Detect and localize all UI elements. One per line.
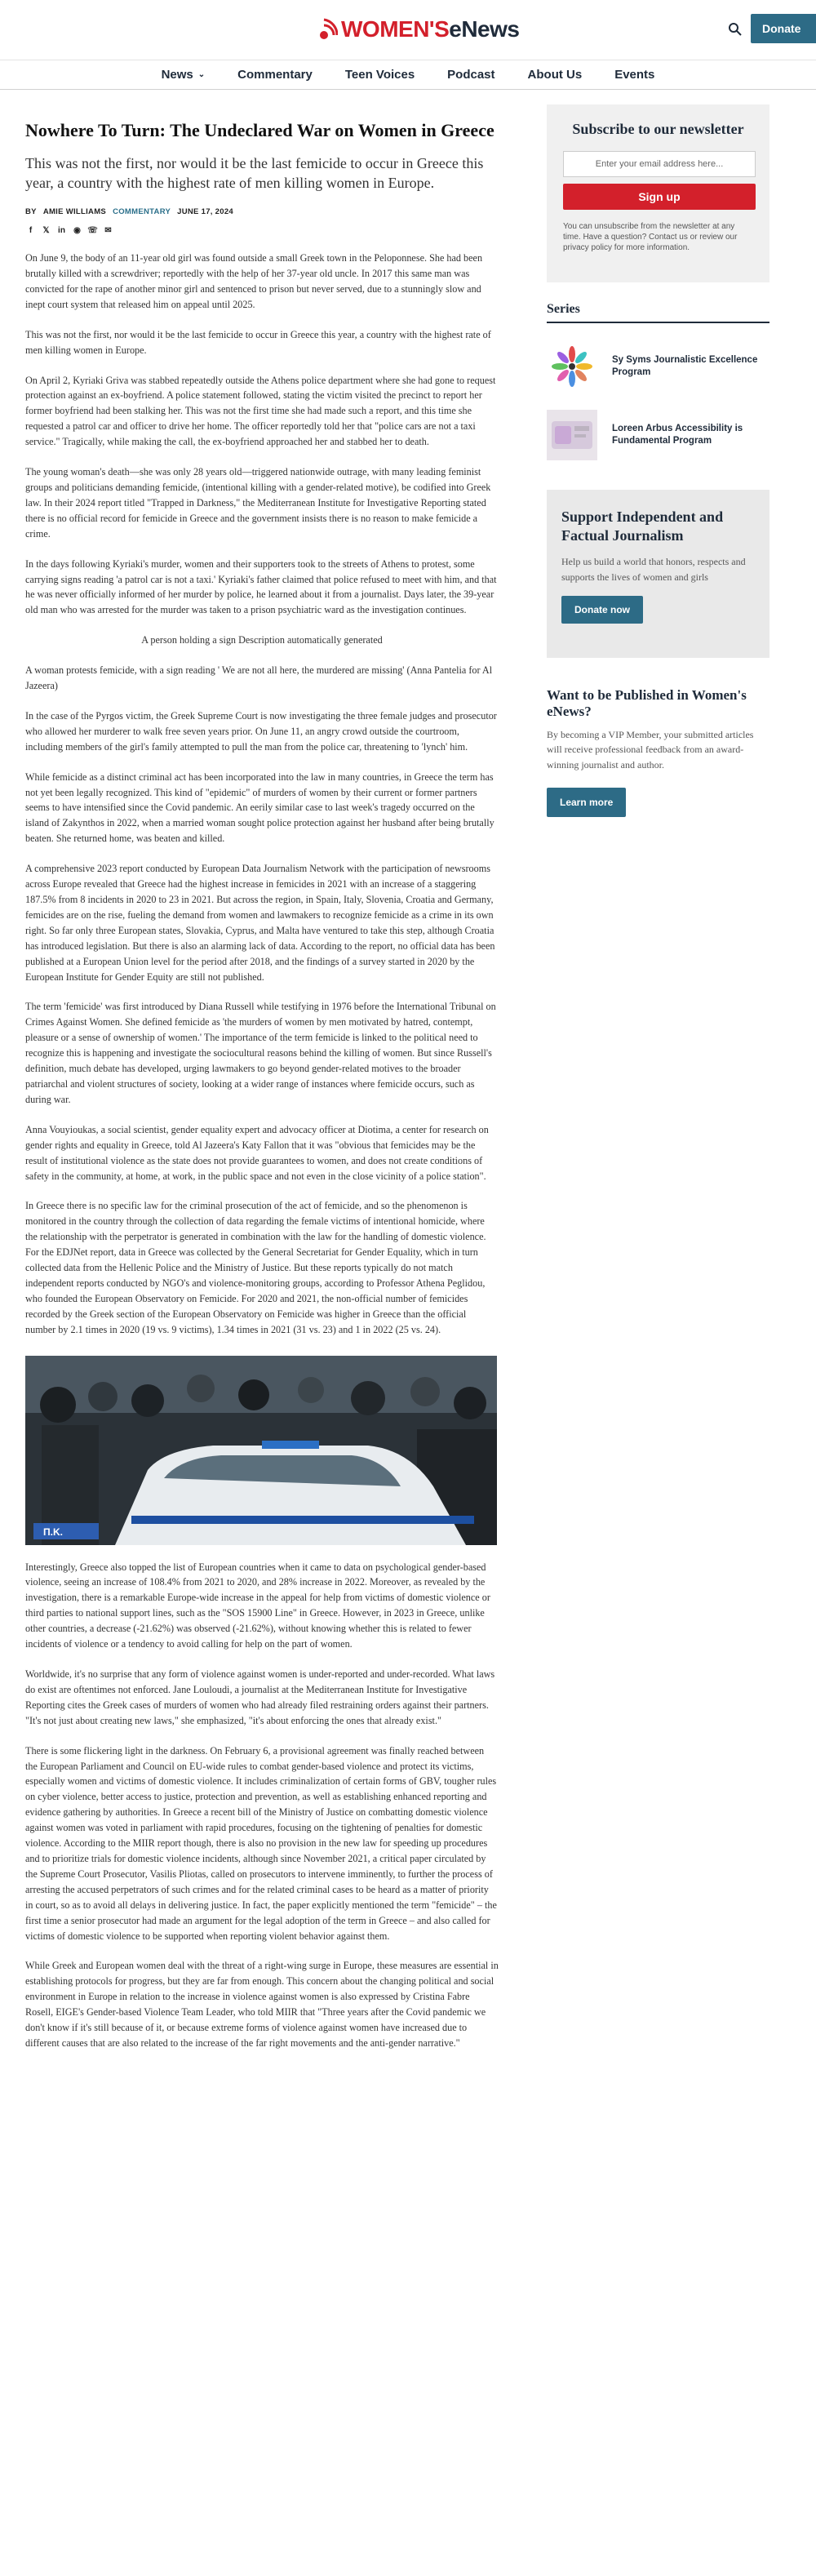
series-item[interactable]: [547, 341, 769, 392]
donate-now-button[interactable]: Donate now: [561, 596, 643, 624]
article-byline: [25, 207, 499, 216]
nav-events[interactable]: Events: [614, 68, 655, 82]
article-body: [25, 251, 499, 2051]
paragraph: The term 'femicide' was first introduced by Diana Russell while testifying in 1976 before the International Tribunal on Crimes Against Women. She defined femicide as 'the murders of women by men motivated by hatred, contempt, pleasure or a sense of ownership of women.' The importance of the term femicide is linked to the political need to recognize this is happening and investigate the sociocultural reasons behind the killing of women. But since Russell's definition, much debate has developed, urging lawmakers to go beyond gender-related motives to the broader patriarchal and violent structures of society, looking at a wider range of instances where femicide occurs, such as during war.: [25, 1001, 496, 1105]
publish-box: [547, 687, 769, 817]
support-title: Support Independent and Factual Journalism: [561, 509, 724, 544]
support-text: Help us build a world that honors, respects and supports the lives of women and girls: [561, 556, 746, 583]
series-title: Sy Syms Journalistic Excellence Program: [612, 355, 758, 377]
series-thumbnail-2: [547, 410, 597, 460]
image-caption: A woman protests femicide, with a sign reading ' We are not all here, the murdered are missing' (Anna Pantelia for Al Jazeera): [25, 664, 493, 692]
nav-about-us[interactable]: About Us: [527, 68, 583, 82]
main-nav: [0, 60, 816, 90]
linkedin-icon[interactable]: in: [58, 226, 65, 236]
support-box: [547, 490, 769, 658]
paragraph: On June 9, the body of an 11-year old girl was found outside a small Greek town in the Peloponnese. She had been brutally killed with a screwdriver; reportedly with the help of her 37-year old uncle. In 2017 this same man was convicted for the rape of another minor girl and sentenced to prison but never served, due to a stunningly slow and inept court system that released him on appeal until 2025.: [25, 252, 483, 310]
publish-date: JUNE 17, 2024: [177, 207, 234, 217]
newsletter-email-input[interactable]: Enter your email address here...: [563, 151, 756, 177]
nav-teen-voices[interactable]: Teen Voices: [344, 68, 415, 82]
paragraph: In the days following Kyriaki's murder, women and their supporters took to the streets of Athens to protest, some carrying signs reading 'a patrol car is not a taxi.' Kyriaki's father claimed that police refused to meet with him, and that he was never officially informed of her murder by police, he learned about it from a journalist. Days later, the 39-year old man who was arrested for the murder was taken to a prison psychiatric ward as the investigation continues.: [25, 557, 497, 616]
newsletter-box: [547, 104, 769, 282]
protest-police-car-photo: [25, 1356, 497, 1545]
paragraph: A comprehensive 2023 report conducted by European Data Journalism Network with the participation of newsrooms across Europe revealed that Greece had the highest increase in femicides in 2021 with an increase of a staggering 187.5% from 8 incidents in 2020 to 23 in 2021. But across the region, in Spain, Italy, Slovenia, Croatia and Germany, femicides are on the rise, fueling the demand from women and lawmakers to recognize femicide as a crime in its own right. So far only three European states, Slovakia, Cyprus, and Malta have ventured to take this step, although Croatia has introduced legislation. But there is also an alarming lack of data. According to the report, no official data has been published at a European Union level for the period after 2018, and the findings of a survey started in 2020 by the European Institute for Gender Equity are still not published.: [25, 863, 495, 983]
site-logo[interactable]: [317, 16, 519, 42]
sidebar: [547, 90, 769, 817]
article-subtitle: This was not the first, nor would it be the last femicide to occur in Greece this year, a country with the highest rate of men killing women in Europe.: [25, 154, 484, 191]
nav-commentary[interactable]: Commentary: [237, 68, 313, 82]
paragraph: While Greek and European women deal with the threat of a right-wing surge in Europe, these measures are essential in establishing protocols for progress, but they are far from enough. This concern about the changing political and social environment in Europe in relation to the increase in violence against women is also expressed by Cristina Fabre Rosell, EIGE's Gender-based Violence Team Leader, who told MIIR that "Three years after the Covid pandemic we don't know if it's still because of it, or because extreme forms of violence against women have increased due to different causes that are also related to the increase of the far right movements and the anti-gender narrative.": [25, 1960, 499, 2049]
paragraph: In the case of the Pyrgos victim, the Greek Supreme Court is now investigating the three female judges and prosecutor who allowed her murderer to walk free seven years prior. On June 11, an angry crowd outside the courtroom, including members of the girl's family attempted to pull the man from the police car, threatening to 'lynch' him.: [25, 709, 497, 753]
paragraph: Worldwide, it's no surprise that any form of violence against women is under-reported and under-recorded. What laws do exist are oftentimes not enforced. Jane Louloudi, a journalist at the Mediterranean Institute for Investigative Reporting cites the Greek cases of murders of women who had already filed restraining orders against their partners. "It's not just about creating new laws," she emphasized, "it's about enforcing the ones that already exist.": [25, 1668, 495, 1726]
chevron-down-icon: ⌄: [197, 70, 206, 79]
publish-title: Want to be Published in Women's eNews?: [547, 687, 747, 720]
series-title: Loreen Arbus Accessibility is Fundamental Program: [612, 424, 743, 446]
paragraph: The young woman's death—she was only 28 years old—triggered nationwide outrage, with many leading feminist groups and politicians demanding femicide, (intentional killing with a gender-related motive), be codified into Greek law. In their 2024 report titled "Trapped in Darkness," the Mediterranean Institute for Investigative Reporting stated there is no official record for femicide in Greece and the government insists there is no reason to make femicide a crime.: [25, 466, 491, 540]
author-link[interactable]: AMIE WILLIAMS: [42, 207, 107, 217]
paragraph: While femicide as a distinct criminal act has been incorporated into the law in many countries, in Greece the term has not yet been legally recognized. This kind of "epidemic" of murders of women by their current or former partners seems to have intensified since the Covid pandemic. An eerily similar case to last week's tragedy occurred on the island of Zakynthos in 2022, when a married woman sought police protection against her husband after being brutally beaten. She returned home, was beaten and killed.: [25, 771, 494, 845]
category-link[interactable]: COMMENTARY: [113, 207, 171, 217]
svg-text:Π.Κ.: Π.Κ.: [43, 1526, 63, 1538]
publish-text: By becoming a VIP Member, your submitted articles will receive professional feedback from an award-winning journalist and author.: [547, 728, 754, 771]
paragraph: Anna Vouyioukas, a social scientist, gender equality expert and advocacy officer at Diotima, a center for research on gender rights and equality in Greece, told Al Jazeera's Katy Fallon that it was "obvious that femicides may be the result of institutional violence as the state does not provide guarantees to women, and does not create conditions of safety in the community, at home, at work, in the public space and not even in the close vicinity of a police station".: [25, 1123, 489, 1182]
facebook-icon[interactable]: f: [29, 226, 33, 236]
logo-text: WOMEN'SeNews: [341, 16, 520, 42]
photo-illustration: [25, 1356, 497, 1545]
share-bar: [25, 225, 499, 236]
newsletter-title: Subscribe to our newsletter: [572, 121, 744, 137]
paragraph: On April 2, Kyriaki Griva was stabbed repeatedly outside the Athens police department where she had gone to request protection against an ex-boyfriend. A police statement followed, stating the victim visited the precinct to report her former boyfriend had been stalking her. This was not the first time she had made such a report, and this time she requested a patrol car and officer to drive her home. The officer reportedly told her that "police cars are not a taxi service." Tragically, while making the call, the ex-boyfriend approached her and stabbed her to death.: [25, 374, 496, 448]
article: [25, 90, 499, 2051]
series-item[interactable]: [547, 410, 769, 460]
article-title: Nowhere To Turn: The Undeclared War on Women in Greece: [25, 120, 494, 140]
paragraph: Interestingly, Greece also topped the list of European countries when it came to data on psychological gender-based violence, seeing an increase of 108.4% from 2021 to 2020, and 28% increase in 2022. Moreover, as revealed by the investigation, there is a remarkable Europe-wide increase in the appeal for help from victims of domestic violence or third parties to national support lines, such as the "SOS 15900 Line" in Greece. However, in 2023 in Greece, unlike other countries, a decrease (-21.62%) was observed (-21.62%), without knowing whether this is related to fewer incidents of violence or a tendency to avoid calling for help on the part of women.: [25, 1561, 490, 1650]
series-heading: Series: [547, 302, 769, 323]
paragraph: This was not the first, nor would it be the last femicide to occur in Greece this year, a country with the highest rate of men killing women in Europe.: [25, 328, 491, 356]
search-icon[interactable]: [728, 22, 743, 37]
learn-more-button[interactable]: Learn more: [547, 788, 626, 817]
paragraph: There is some flickering light in the darkness. On February 6, a provisional agreement was finally reached between the European Parliament and Council on EU-wide rules to combat gender-based violence and protect its victims, especially women and victims of domestic violence. It includes criminalization of certain forms of GBV, tougher rules on cyber violence, better access to justice, protection and prevention, as well as establishing enhanced reporting and evidence gathering by authorities. In Greece a recent bill of the Ministry of Justice on combatting domestic violence against women was voted in parliament with rapid procedures, focusing on the tightening of penalties for domestic violence. According to the MIIR report though, there is also no provision in the new law for speeding up procedures and to prioritize trials for domestic violence incidents, although since November 2021, a critical paper circulated by the Supreme Court Prosecutor, Vasilis Pliotas, called on prosecutors to intervene imminently, to further the process of arresting the accused perpetrators of such crimes and for the related criminal cases to be heard as a matter of priority in court, so as to avoid all delays in delivering justice. In fact, the paper explicitly mentioned the term "femicide" – the first time a senior prosecutor had made an argument for the legal adoption of the term in Greece – and also called for victims of domestic violence to be supported when reporting violent behavior against them.: [25, 1744, 497, 1942]
twitter-icon[interactable]: 𝕏: [42, 226, 50, 236]
whatsapp-icon[interactable]: ☏: [87, 226, 98, 236]
site-header: [0, 0, 816, 60]
email-icon[interactable]: ✉: [104, 226, 112, 236]
paragraph: In Greece there is no specific law for the criminal prosecution of the act of femicide, and so the phenomenon is monitored in the country through the collection of data regarding the female victims of intentional homicide, where the relationship with the perpetrator is generated in combination with the law for the handling of domestic violence. For the EDJNet report, data in Greece was collected by the General Secretariat for Gender Equality, which in turn collected data from the Hellenic Police and the Ministry of Justice. But these reports typically do not match independent reports conducted by NGO's and violence-monitoring groups, according to Professor Athena Peglidou, who founded the European Observatory on Femicide. For 2020 and 2021, the non-official number of femicides recorded by the Greek section of the European Observatory on Femicide was higher in Greece than the official number by 2.1 times in 2020 (19 vs. 9 victims), 1.34 times in 2021 (31 vs. 23) and 1 in 2022 (25 vs. 24).: [25, 1200, 486, 1335]
newsletter-signup-button[interactable]: Sign up: [563, 184, 756, 210]
byline-prefix: BY: [25, 207, 37, 217]
header-donate-button[interactable]: Donate: [751, 14, 816, 43]
image-alt-text: A person holding a sign Description automatically generated: [141, 634, 383, 646]
series-thumbnail-1: [547, 341, 597, 392]
reddit-icon[interactable]: ◉: [73, 226, 81, 236]
nav-podcast[interactable]: Podcast: [447, 68, 495, 82]
logo-broadcast-icon: [317, 17, 338, 42]
newsletter-fine-print: You can unsubscribe from the newsletter at any time. Have a question? Contact us or review our privacy policy for more information.: [563, 222, 738, 252]
nav-news[interactable]: News ⌄: [161, 68, 206, 82]
